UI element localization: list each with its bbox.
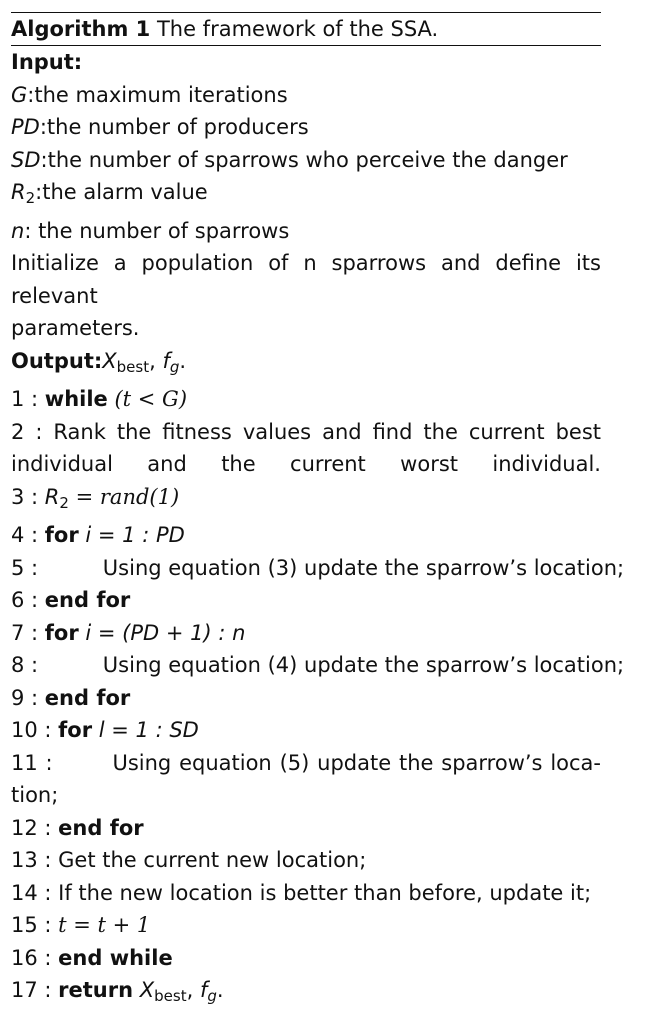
step-8 [11, 649, 625, 682]
step-keyword: end for [58, 815, 144, 840]
step-1 [11, 383, 601, 416]
step-4 [11, 519, 601, 552]
step-text: Using equation (5) update the sparrow’s loca- [112, 750, 601, 775]
output-line: $Output:X_{best}$, $f_g$. [11, 348, 187, 376]
input-symbol: PD [11, 115, 40, 139]
step-f: f [199, 978, 208, 1002]
step-3 [11, 481, 601, 520]
step-13 [11, 844, 601, 877]
step-9 [11, 682, 601, 715]
input-item-g [11, 79, 601, 112]
output-f-sub: g [169, 357, 180, 376]
step-5 [11, 552, 625, 585]
input-desc: :the maximum iterations [27, 82, 288, 107]
step-17: 17 : return $X_{best}$, $f_g$. [11, 978, 224, 1005]
step-f-sub: g [207, 987, 217, 1005]
step-x: X [139, 978, 155, 1002]
algorithm-label: Algorithm 1 [11, 17, 151, 41]
step-text: Get the current new location; [58, 848, 367, 872]
input-item-n [11, 215, 601, 248]
input-desc: :the number of sparrows who perceive the danger [40, 147, 568, 172]
step-number: 16 : [11, 945, 59, 970]
step-text: Using equation (3) update the sparrow’s location; [102, 555, 625, 580]
step-text: Rank the fitness values and find the current best individual and the current worst individual. [11, 419, 601, 476]
step-keyword: end while [58, 945, 173, 970]
init-line-cont: parameters. [11, 316, 140, 340]
output-x-sub: best [116, 357, 150, 376]
step-keyword: while [44, 387, 108, 411]
step-keyword: end for [44, 588, 131, 612]
step-number: 3 : [11, 484, 45, 509]
step-11 [11, 747, 601, 780]
step-keyword: for [44, 620, 79, 645]
step-number: 4 : [11, 523, 45, 547]
step-number: 5 : [11, 555, 45, 580]
step-keyword: for [44, 523, 79, 547]
step-expression: (t < G) [107, 387, 188, 411]
step-number: 7 : [11, 620, 45, 645]
input-item-sd [11, 144, 601, 177]
input-desc: :the alarm value [35, 180, 208, 204]
step-end: . [216, 978, 224, 1002]
step-text: Using equation (4) update the sparrow’s location; [102, 653, 625, 677]
step-expression: i = (PD + 1) : n [78, 620, 246, 645]
output-end: . [179, 348, 187, 373]
step-number: 11 : [11, 750, 61, 775]
step-number: 6 : [11, 588, 45, 612]
step-text: If the new location is better than before, update it; [58, 880, 592, 905]
step-expression: t = t + 1 [58, 913, 151, 937]
step-15 [11, 909, 601, 942]
step-number: 12 : [11, 815, 59, 840]
step-number: 14 : [11, 880, 59, 905]
step-expression: l = 1 : SD [92, 718, 199, 742]
step-keyword: return [58, 978, 134, 1002]
input-subscript: 2 [25, 189, 36, 207]
step-expression: = rand(1) [68, 484, 180, 509]
input-symbol: R [11, 180, 26, 204]
step-6 [11, 584, 601, 617]
step-keyword: end for [44, 685, 131, 710]
input-item-pd [11, 111, 601, 144]
output-label: Output: [11, 348, 103, 373]
step-number: 10 : [11, 718, 59, 742]
step-14 [11, 877, 601, 910]
step-number: 17 : [11, 978, 59, 1002]
algorithm-caption: The framework of the SSA. [156, 17, 439, 41]
output-f: f [162, 348, 170, 373]
step-expression: i = 1 : PD [78, 523, 185, 547]
algorithm-title [11, 13, 601, 45]
step-number: 9 : [11, 685, 45, 710]
step-number: 2 : [11, 419, 54, 444]
step-16 [11, 942, 601, 975]
step-keyword: for [58, 718, 93, 742]
step-number: 1 : [11, 387, 45, 411]
input-symbol: n [11, 218, 25, 243]
step-10 [11, 714, 601, 747]
step-2 [11, 416, 601, 481]
step-number: 13 : [11, 848, 59, 872]
step-11-cont: tion; [11, 783, 59, 807]
step-number: 15 : [11, 913, 59, 937]
input-desc: :the number of producers [39, 115, 309, 139]
input-item-r2 [11, 176, 601, 215]
step-12 [11, 812, 601, 845]
input-symbol: SD [11, 147, 41, 172]
output-x: X [102, 348, 117, 373]
algorithm-block [11, 12, 625, 1013]
step-symbol: R [44, 484, 60, 509]
step-number: 8 : [11, 653, 45, 677]
step-7 [11, 617, 601, 650]
input-label: Input: [11, 50, 83, 74]
init-line: Initialize a population of n sparrows and define its relevant [11, 251, 601, 308]
step-x-sub: best [154, 987, 187, 1005]
input-desc: : the number of sparrows [24, 218, 290, 243]
input-symbol: G [11, 82, 28, 107]
step-subscript: 2 [59, 493, 69, 512]
